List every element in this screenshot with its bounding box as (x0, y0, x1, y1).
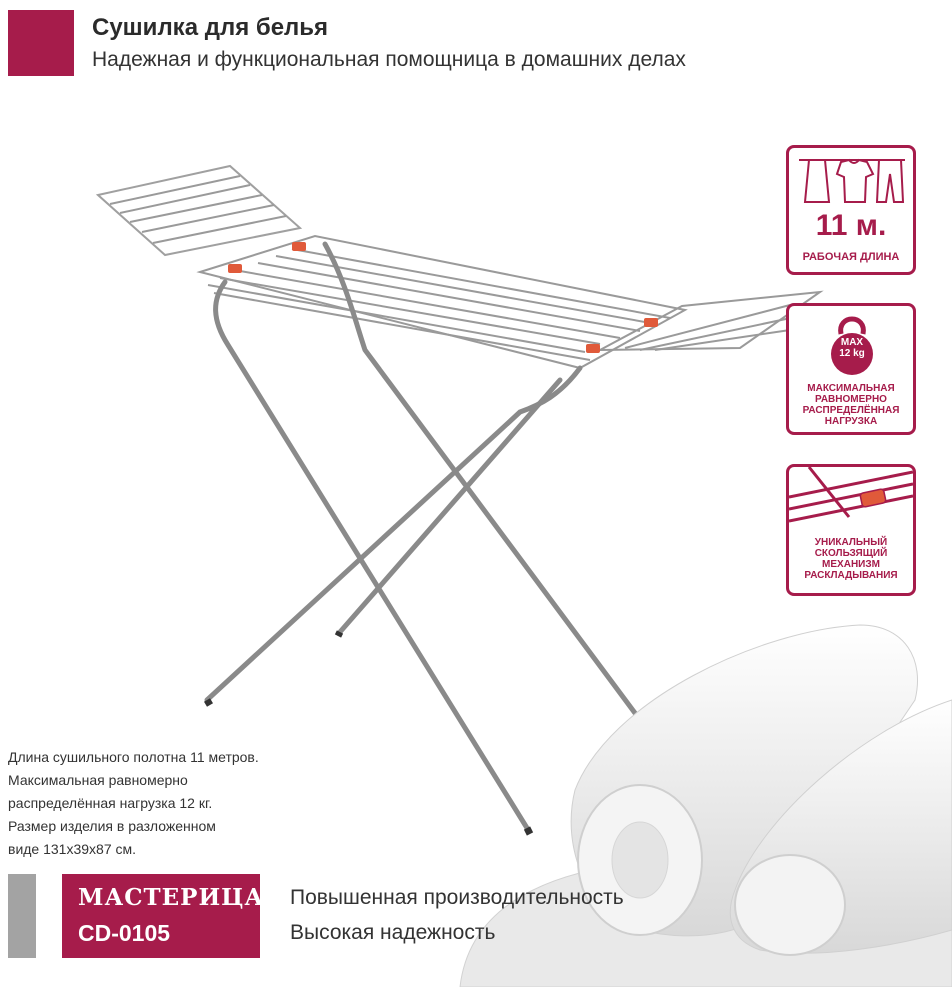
working-length-caption: РАБОЧАЯ ДЛИНА (802, 251, 900, 263)
description-line: Размер изделия в разложенном (8, 818, 216, 834)
brand-name: МАСТЕРИЦА (78, 884, 265, 911)
working-length-badge (786, 145, 916, 275)
product-description (8, 746, 308, 861)
page-title: Сушилка для белья (92, 14, 329, 41)
rack-mechanism-icon (789, 467, 913, 535)
page-subtitle: Надежная и функциональная помощница в домашних делах (92, 48, 686, 71)
kettlebell-max-label: MAX (840, 337, 864, 348)
max-load-caption (791, 383, 911, 427)
sliding-mechanism-caption (791, 537, 911, 581)
caption-line: СКОЛЬЗЯЩИЙ (814, 548, 888, 559)
skirt-icon (805, 160, 829, 202)
caption-line: УНИКАЛЬНЫЙ (814, 537, 888, 548)
brand-color-square (8, 10, 74, 76)
max-load-badge (786, 303, 916, 435)
towels-image (440, 600, 952, 987)
tshirt-icon (837, 160, 873, 202)
pants-icon (877, 160, 903, 202)
caption-line: РАСПРЕДЕЛЁННАЯ (802, 405, 900, 416)
caption-line: РАВНОМЕРНО (815, 394, 887, 405)
laundry-line-icon (797, 152, 907, 208)
feature-performance: Повышенная производительность (290, 886, 624, 909)
brand-logo-block (62, 874, 265, 958)
working-length-value: 11 м. (815, 209, 887, 242)
caption-line: НАГРУЗКА (824, 416, 878, 427)
caption-line: МАКСИМАЛЬНАЯ (807, 383, 895, 394)
model-number: CD-0105 (78, 920, 171, 946)
kettlebell-icon (829, 312, 875, 376)
decorative-grey-bar (8, 874, 36, 958)
kettlebell-weight-label: 12 kg (839, 348, 865, 359)
caption-line: МЕХАНИЗМ (822, 559, 880, 570)
caption-line: РАСКЛАДЫВАНИЯ (804, 570, 898, 581)
description-line: виде 131х39х87 см. (8, 841, 137, 857)
sliding-mechanism-badge (786, 464, 916, 596)
description-line: Максимальная равномерно (8, 772, 188, 788)
feature-reliability: Высокая надежность (290, 921, 496, 944)
description-line: Длина сушильного полотна 11 метров. (8, 749, 259, 765)
description-line: распределённая нагрузка 12 кг. (8, 795, 213, 811)
